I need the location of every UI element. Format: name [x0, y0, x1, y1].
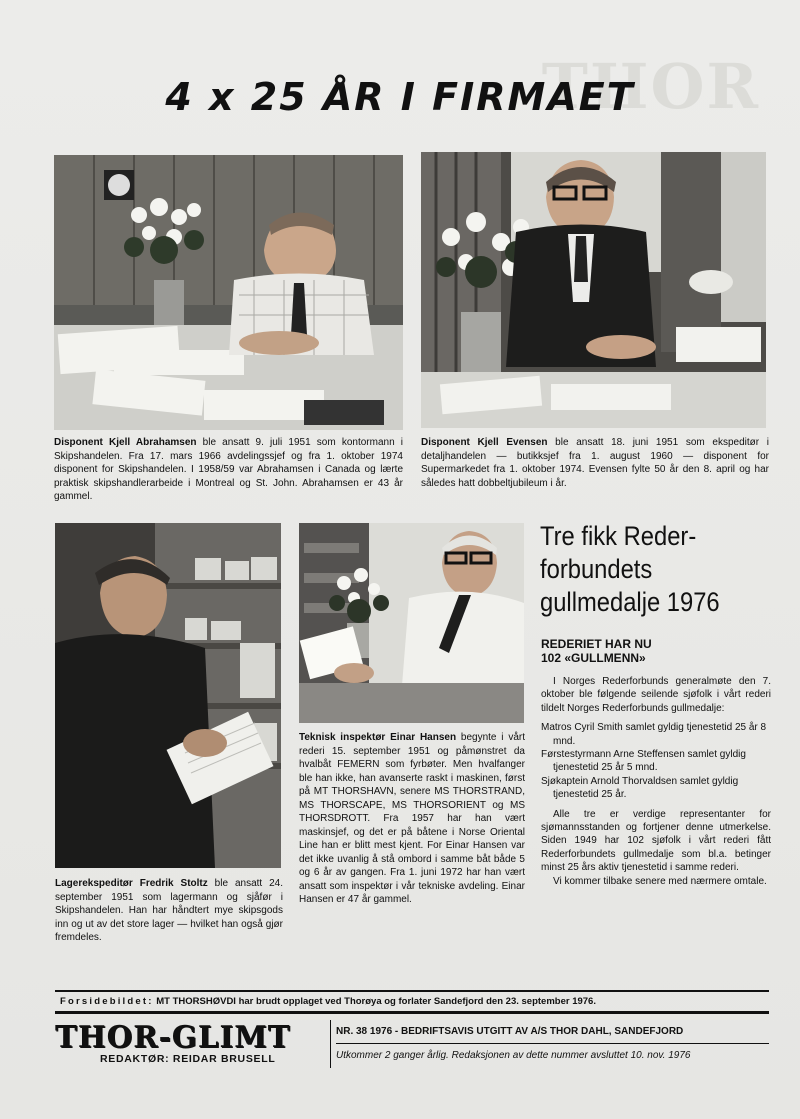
- caption-text: ble ansatt 18. juni 1951 som ekspeditør i detaljhandelen — butikksjef fra 1. august 1960 — disponent for Supermarkedet fra 1. oktober 1974. Evensen fylte 50 år den 8. april og har således hatt dobbeltjubileum i år.: [421, 437, 769, 489]
- article-paragraph: Alle tre er verdige representanter for sjømannsstanden og fortjener denne utmerkelse. Siden 1949 har 102 sjøfolk i vårt rederi fått Rederforbundets gullmedalje som bl.a. betinger minst 25 års aktiv tjenestetid i samme rederi.: [541, 808, 771, 874]
- issue-line: NR. 38 1976 - BEDRIFTSAVIS UTGITT AV A/S THOR DAHL, SANDEFJORD: [336, 1026, 684, 1037]
- caption-fredrik-stoltz: [55, 877, 283, 945]
- caption-lead: Teknisk inspektør Einar Hansen: [299, 732, 457, 743]
- footer-rule-inner: [336, 1043, 769, 1044]
- logo-text: THOR-GLIMT: [55, 1020, 291, 1054]
- recipient-line: Sjøkaptein Arnold Thorvaldsen samlet gyldig tjenestetid 25 år.: [541, 775, 739, 801]
- photo-einar-hansen: [299, 523, 524, 723]
- recipient-line: Førstestyrmann Arne Steffensen samlet gyldig tjenestetid 25 år 5 mnd.: [541, 749, 746, 774]
- photo-fredrik-stoltz: [55, 523, 281, 868]
- ghost-masthead-text: THOR: [541, 50, 760, 123]
- caption-kjell-abrahamsen: [54, 436, 403, 504]
- article-body: [541, 675, 771, 888]
- caption-kjell-evensen: [421, 436, 769, 490]
- editor-credit: REDAKTØR: REIDAR BRUSELL: [100, 1053, 276, 1065]
- recipient-line: Matros Cyril Smith samlet gyldig tjenestetid 25 år 8 mnd.: [541, 722, 767, 747]
- caption-lead: Disponent Kjell Evensen: [421, 437, 548, 448]
- cover-label: Forsidebildet:: [60, 996, 154, 1007]
- subheading-line: 102 «GULLMENN»: [541, 651, 646, 665]
- article-paragraph: I Norges Rederforbunds generalmøte den 7. oktober ble følgende seilende sjøfolk i vårt rederi tildelt Norges Rederforbunds gullmedalje:: [541, 676, 771, 714]
- photo-kjell-abrahamsen: [54, 155, 403, 430]
- thor-glimt-logo: [55, 1020, 325, 1054]
- page-title: 4 x 25 ÅR I FIRMAET: [165, 75, 635, 119]
- article-headline: [540, 520, 751, 619]
- article-paragraph: Vi kommer tilbake senere med nærmere omtale.: [553, 875, 767, 887]
- footer-rule-middle: [55, 1011, 769, 1014]
- caption-einar-hansen: [299, 731, 525, 907]
- headline-line: Tre fikk Reder-: [540, 521, 697, 551]
- subheading-line: REDERIET HAR NU: [541, 637, 652, 651]
- footer-divider: [330, 1020, 331, 1068]
- caption-text: begynte i vårt rederi 15. september 1951 og påmønstret da hvalbåt FEMERN som fyrbøter. Men hvalfanger ble han ikke, han avanserte raskt i maskinen, først på MT THORSHAVN, senere MS THORSTRAND, MS THORSCAPE, MS THORSORIENT og MS THORSDROTT. Fra 1957 har han vært maskinsjef, og det er på båtene i Norse Oriental Line han er blitt mest kjent. For Einar Hansen var det ikke uvanlig å stå ombord i samme båt både 5 og 6 år av gangen. Fra 1. juni 1972 har han vært ansatt som inspektør i vår tekniske avdeling. Einar Hansen er 47 år gammel.: [299, 732, 525, 905]
- caption-text: ble ansatt 24. september 1951 som lagermann og sjåfør i Skipshandelen. Han har håndtert mye skipsgods inn og ut av det store lager — hvilket han også gjør fremdeles.: [55, 878, 284, 943]
- caption-lead: Lagerekspeditør Fredrik Stoltz: [55, 878, 208, 889]
- caption-lead: Disponent Kjell Abrahamsen: [54, 437, 197, 448]
- caption-text: ble ansatt 9. juli 1951 som kontormann i Skipshandelen. Fra 17. mars 1966 avdelingssjef og fra 1. oktober 1974 disponent for Skipshandelen. I 1958/59 var Abrahamsen i Canada og lærte praktisk skipshandlerarbeide i Montreal og St. John. Abrahamsen er 43 år gammel.: [54, 437, 403, 502]
- cover-text: MT THORSHØVDI har brudt opplaget ved Thorøya og forlater Sandefjord den 23. september 1976.: [153, 996, 596, 1007]
- cover-photo-credit: [60, 996, 770, 1007]
- photo-kjell-evensen: [421, 152, 766, 428]
- headline-line: gullmedalje 1976: [540, 587, 720, 617]
- footer-rule-top: [55, 990, 769, 992]
- publication-schedule: Utkommer 2 ganger årlig. Redaksjonen av dette nummer avsluttet 10. nov. 1976: [336, 1050, 691, 1061]
- headline-line: forbundets: [540, 554, 653, 584]
- article-subheading: [541, 637, 771, 665]
